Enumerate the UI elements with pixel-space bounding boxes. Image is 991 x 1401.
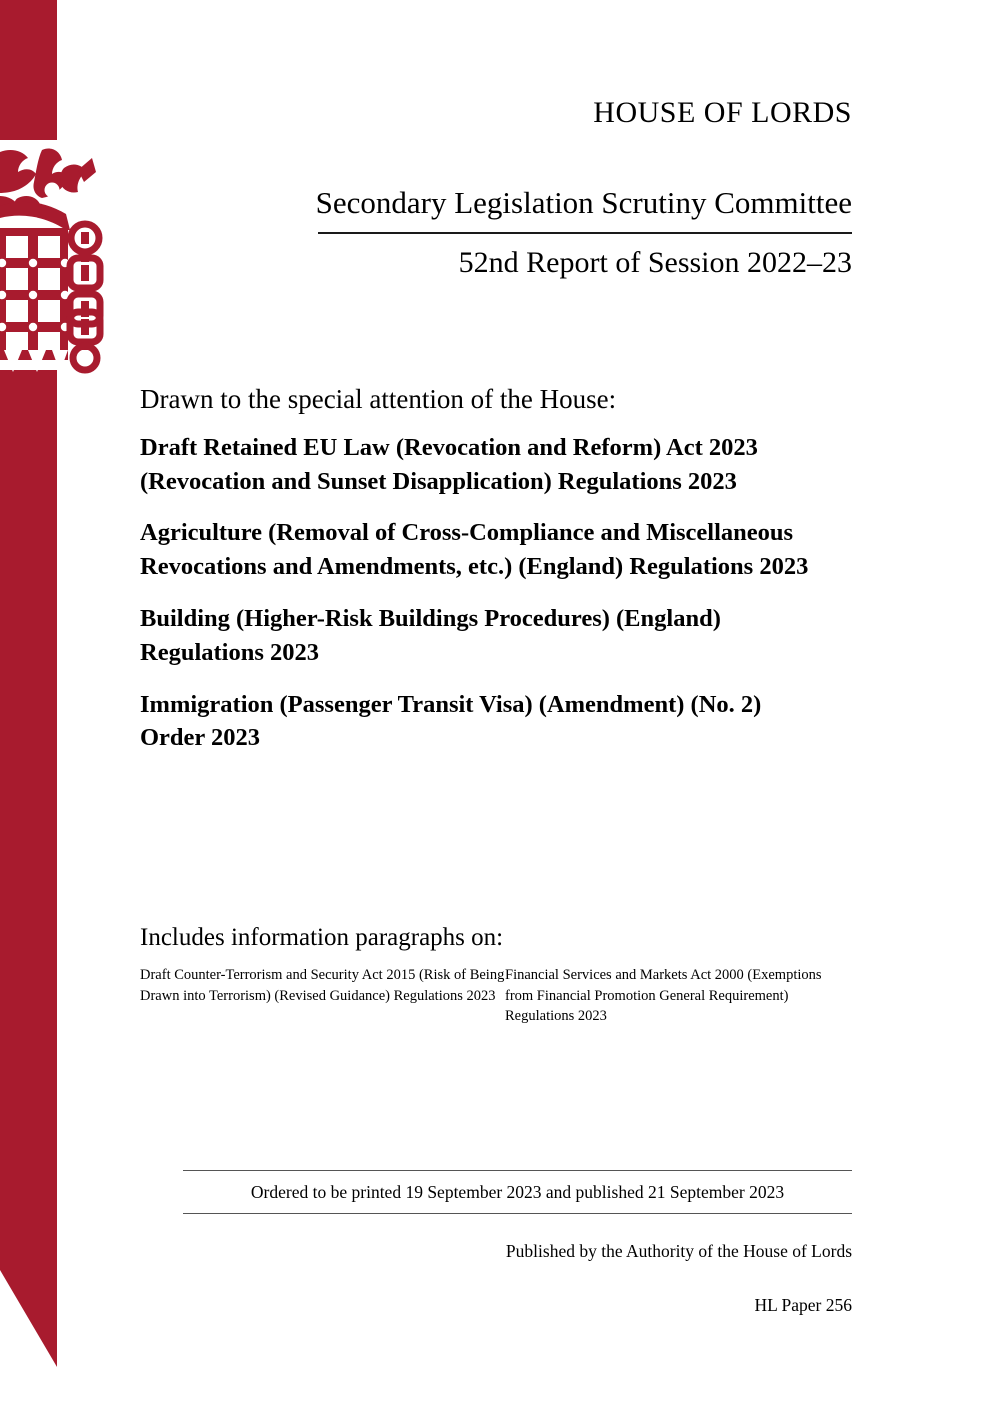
information-paragraphs-columns bbox=[140, 965, 852, 1027]
spine-band-top bbox=[0, 0, 57, 140]
cover-header bbox=[140, 96, 852, 280]
crowned-portcullis-icon bbox=[0, 148, 100, 372]
report-session: 52nd Report of Session 2022–23 bbox=[458, 245, 852, 279]
cover-footer bbox=[183, 1170, 852, 1316]
information-paragraphs-section bbox=[140, 922, 852, 1027]
paper-number: HL Paper 256 bbox=[754, 1294, 852, 1315]
instrument-title: Immigration (Passenger Transit Visa) (Amendment) (No. 2) Order 2023 bbox=[140, 690, 762, 752]
spine-band-bottom bbox=[0, 370, 57, 1367]
portcullis-gate bbox=[0, 228, 68, 360]
information-paragraph-item: Draft Counter-Terrorism and Security Act 2015 (Risk of Being Drawn into Terrorism) (Revised Guidance) Regulations 2023 bbox=[140, 967, 505, 1004]
crimson-spine bbox=[0, 0, 120, 1401]
information-paragraph-item: Financial Services and Markets Act 2000 (Exemptions from Financial Promotion General Requirement) Regulations 2023 bbox=[505, 967, 822, 1025]
title-divider-rule bbox=[318, 232, 852, 234]
printed-published-date: Ordered to be printed 19 September 2023 and published 21 September 2023 bbox=[250, 1182, 785, 1202]
instrument-title: Draft Retained EU Law (Revocation and Reform) Act 2023 (Revocation and Sunset Disapplication) Regulations 2023 bbox=[140, 433, 758, 495]
committee-name: Secondary Legislation Scrutiny Committee bbox=[315, 185, 852, 220]
instrument-title: Agriculture (Removal of Cross-Compliance and Miscellaneous Revocations and Amendments, etc.) (England) Regulations 2023 bbox=[140, 519, 809, 581]
house-of-lords-title: HOUSE OF LORDS bbox=[593, 96, 852, 129]
footer-rule-bottom bbox=[183, 1213, 852, 1214]
published-by-authority: Published by the Authority of the House of Lords bbox=[505, 1240, 852, 1261]
instrument-title: Building (Higher-Risk Buildings Procedures) (England) Regulations 2023 bbox=[140, 604, 721, 666]
drawn-to-attention-section bbox=[140, 383, 852, 755]
drawn-to-attention-heading: Drawn to the special attention of the House: bbox=[140, 384, 617, 414]
information-paragraphs-heading: Includes information paragraphs on: bbox=[140, 924, 504, 951]
